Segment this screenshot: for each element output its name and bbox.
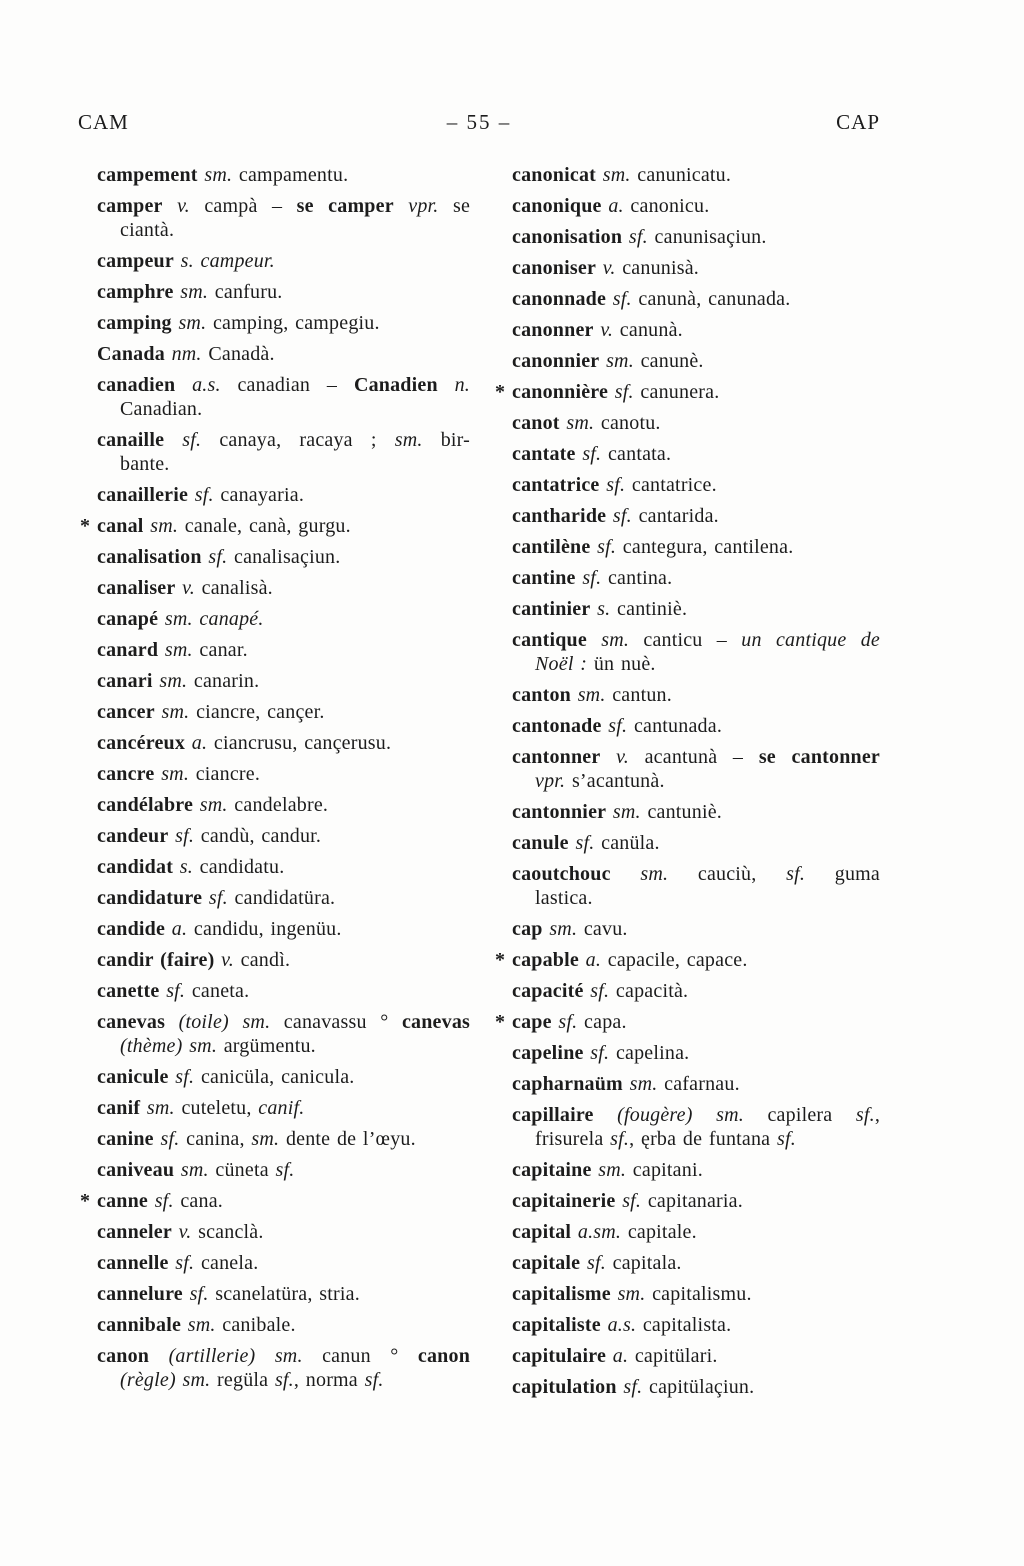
entry-line-continuation: bante. (120, 453, 170, 475)
dictionary-entry: capitalisme sm. capitalismu. (512, 1283, 752, 1305)
dictionary-entry: capital a.sm. capitale. (512, 1221, 697, 1243)
entry-line-first: capillaire (fougère) sm. capilera sf., (512, 1104, 881, 1126)
right-column (495, 163, 881, 1406)
headword: caniveau (97, 1159, 175, 1181)
headword: cancre (97, 763, 155, 785)
page-number: – 55 – (446, 110, 512, 134)
headword: Canada (97, 343, 165, 365)
headword: candidature (97, 887, 203, 909)
headword: capeline (512, 1042, 584, 1064)
headword: cannibale (97, 1314, 182, 1336)
dictionary-entry: cantatrice sf. cantatrice. (512, 474, 717, 496)
headword: canonnier (512, 350, 600, 372)
entry-line-continuation: ciantà. (120, 219, 175, 241)
headword: cape (512, 1011, 552, 1033)
headword: candide (97, 918, 166, 940)
headword: candidat (97, 856, 174, 878)
headword: cantharide (512, 505, 607, 527)
running-head-left: CAM (78, 110, 129, 134)
headword: canonicat (512, 164, 597, 186)
entry-line-continuation: Canadian. (120, 398, 203, 420)
dictionary-entry: canalisation sf. canalisaçiun. (97, 546, 341, 568)
headword: cantilène (512, 536, 591, 558)
dictionary-entry: cap sm. cavu. (512, 918, 628, 940)
dictionary-entry (97, 1010, 470, 1058)
homonym-asterisk: * (80, 1190, 91, 1212)
dictionary-entry (97, 194, 470, 242)
dictionary-entry: canton sm. cantun. (512, 684, 672, 706)
dictionary-entry: cannelle sf. canela. (97, 1252, 259, 1274)
entry-line-first: camper v. campà – se camper vpr. se (97, 195, 471, 217)
homonym-asterisk: * (495, 1011, 506, 1033)
entry-line-continuation: (thème) sm. argümentu. (120, 1035, 316, 1057)
headword: camper (97, 195, 163, 217)
dictionary-entry: candidature sf. candidatüra. (97, 887, 336, 909)
dictionary-entry: canette sf. caneta. (97, 980, 250, 1002)
entry-line-continuation: lastica. (535, 887, 593, 909)
headword: cancer (97, 701, 155, 723)
headword: cancéreux (97, 732, 186, 754)
dictionary-entry: canot sm. canotu. (512, 412, 661, 434)
dictionary-entry: canonnade sf. canunà, canunada. (512, 288, 791, 310)
dictionary-entry: cancer sm. ciancre, cançer. (97, 701, 325, 723)
headword: canif (97, 1097, 141, 1119)
dictionary-entry: campement sm. campamentu. (97, 164, 349, 186)
headword: capitulaire (512, 1345, 607, 1367)
headword: capharnaüm (512, 1073, 623, 1095)
dictionary-entry: canaliser v. canalisà. (97, 577, 273, 599)
dictionary-entry: candélabre sm. candelabre. (97, 794, 329, 816)
headword: canonique (512, 195, 602, 217)
headword: Canadien (353, 374, 438, 396)
headword: cantatrice (512, 474, 600, 496)
dictionary-entry: canard sm. canar. (97, 639, 248, 661)
headword: se cantonner (758, 746, 880, 768)
dictionary-entry (512, 628, 880, 676)
headword: candir (faire) (97, 949, 215, 971)
dictionary-entry: cancre sm. ciancre. (97, 763, 261, 785)
entry-line-continuation: frisurela sf., ęrba de funtana sf. (535, 1128, 796, 1150)
dictionary-entry: canine sf. canina, sm. dente de l’œyu. (97, 1128, 416, 1150)
dictionary-entry: canonisation sf. canunisaçiun. (512, 226, 767, 248)
headword: canonnière (512, 381, 609, 403)
headword: capillaire (512, 1104, 594, 1126)
headword: canalisation (97, 546, 202, 568)
headword: canoniser (512, 257, 597, 279)
dictionary-entry: canonicat sm. canunicatu. (512, 164, 732, 186)
headword: cannelle (97, 1252, 169, 1274)
headword: canton (512, 684, 571, 706)
headword: camping (97, 312, 172, 334)
headword: canette (97, 980, 160, 1002)
dictionary-entry: cantonnier sm. cantuniè. (512, 801, 722, 823)
dictionary-entry: canneler v. scanclà. (97, 1221, 264, 1243)
dictionary-entry (512, 862, 880, 910)
headword: capitulation (512, 1376, 617, 1398)
dictionary-entry (512, 1103, 880, 1151)
entry-line-first: canadien a.s. canadian – Canadien n. (97, 374, 471, 396)
dictionary-entry (512, 745, 880, 793)
headword: canne (97, 1190, 148, 1212)
dictionary-entry: cantonade sf. cantunada. (512, 715, 723, 737)
dictionary-entry: cantine sf. cantina. (512, 567, 673, 589)
headword: canaille (97, 429, 165, 451)
entry-line-continuation: Noël : ün nuè. (535, 653, 656, 675)
entry-line-first: cantonner v. acantunà – se cantonner (512, 746, 880, 768)
dictionary-entry: candide a. candidu, ingenüu. (97, 918, 342, 940)
dictionary-entry: cantate sf. cantata. (512, 443, 672, 465)
dictionary-entry: * canne sf. cana. (80, 1190, 223, 1212)
headword: canaliser (97, 577, 176, 599)
dictionary-entry: * canonnière sf. canunera. (495, 381, 720, 403)
homonym-asterisk: * (495, 381, 506, 403)
dictionary-entry: canonique a. canonicu. (512, 195, 710, 217)
headword: cantonade (512, 715, 602, 737)
entry-line-continuation: (règle) sm. regüla sf., norma sf. (120, 1369, 384, 1391)
page-header (78, 110, 880, 140)
dictionary-entry (97, 1344, 470, 1392)
entry-line-first: canevas (toile) sm. canavassu ° canevas (97, 1011, 471, 1033)
dictionary-entry: cantharide sf. cantarida. (512, 505, 719, 527)
dictionary-entry: cantinier s. cantiniè. (512, 598, 688, 620)
headword: canonner (512, 319, 594, 341)
headword: cantinier (512, 598, 591, 620)
dictionary-entry: capitulation sf. capitülaçiun. (512, 1376, 755, 1398)
headword: canon (417, 1345, 471, 1367)
headword: cannelure (97, 1283, 183, 1305)
dictionary-entry (97, 428, 470, 476)
dictionary-entry: capitaliste a.s. capitalista. (512, 1314, 732, 1336)
headword: canadien (97, 374, 176, 396)
homonym-asterisk: * (80, 515, 91, 537)
headword: campeur (97, 250, 174, 272)
dictionary-entry: capharnaüm sm. cafarnau. (512, 1073, 740, 1095)
dictionary-entry: cannibale sm. canibale. (97, 1314, 296, 1336)
entry-line-first: cantique sm. canticu – un cantique de (512, 629, 880, 651)
dictionary-entry (97, 373, 470, 421)
dictionary-entry: canari sm. canarin. (97, 670, 260, 692)
dictionary-entry: cantilène sf. cantegura, cantilena. (512, 536, 794, 558)
headword: cantique (512, 629, 587, 651)
dictionary-entry: canonner v. canunà. (512, 319, 683, 341)
headword: capitainerie (512, 1190, 616, 1212)
headword: capitalisme (512, 1283, 611, 1305)
headword: se camper (296, 195, 394, 217)
headword: canonisation (512, 226, 623, 248)
left-column (80, 163, 471, 1399)
headword: capacité (512, 980, 584, 1002)
dictionary-entry: capitulaire a. capitülari. (512, 1345, 718, 1367)
headword: canal (97, 515, 144, 537)
headword: canine (97, 1128, 154, 1150)
dictionary-entry: candir (faire) v. candì. (97, 949, 291, 971)
headword: canevas (401, 1011, 471, 1033)
headword: canevas (97, 1011, 166, 1033)
headword: campement (97, 164, 198, 186)
headword: canneler (97, 1221, 172, 1243)
headword: capitaine (512, 1159, 592, 1181)
dictionary-entry: canicule sf. canicüla, canicula. (97, 1066, 355, 1088)
headword: capital (512, 1221, 572, 1243)
headword: candeur (97, 825, 169, 847)
headword: canon (97, 1345, 150, 1367)
headword: canule (512, 832, 569, 854)
headword: cantate (512, 443, 576, 465)
running-head-right: CAP (836, 110, 880, 134)
dictionary-entry: canoniser v. canunisà. (512, 257, 700, 279)
headword: cantonner (512, 746, 601, 768)
headword: canicule (97, 1066, 169, 1088)
headword: canaillerie (97, 484, 189, 506)
entry-line-first: canon (artillerie) sm. canun ° canon (97, 1345, 471, 1367)
dictionary-entry: canaillerie sf. canayaria. (97, 484, 305, 506)
dictionary-entry: canonnier sm. canunè. (512, 350, 704, 372)
dictionary-entry: * cape sf. capa. (495, 1011, 627, 1033)
headword: canapé (97, 608, 159, 630)
dictionary-entry: capeline sf. capelina. (512, 1042, 690, 1064)
dictionary-entry: * capable a. capacile, capace. (495, 949, 748, 971)
dictionary-entry: cannelure sf. scanelatüra, stria. (97, 1283, 360, 1305)
headword: canonnade (512, 288, 607, 310)
dictionary-entry: camphre sm. canfuru. (97, 281, 283, 303)
headword: cantine (512, 567, 576, 589)
entry-line-continuation: vpr. s’acantunà. (535, 770, 665, 792)
headword: capable (512, 949, 579, 971)
headword: canot (512, 412, 560, 434)
headword: camphre (97, 281, 174, 303)
dictionary-entry: capitaine sm. capitani. (512, 1159, 703, 1181)
headword: candélabre (97, 794, 194, 816)
dictionary-entry: Canada nm. Canadà. (97, 343, 275, 365)
dictionary-entry: cancéreux a. ciancrusu, cançerusu. (97, 732, 392, 754)
headword: cantonnier (512, 801, 607, 823)
dictionary-entry: canule sf. canüla. (512, 832, 660, 854)
dictionary-entry: capitale sf. capitala. (512, 1252, 682, 1274)
dictionary-entry: canapé sm. canapé. (97, 608, 264, 630)
dictionary-entry: camping sm. camping, campegiu. (97, 312, 380, 334)
entry-line-first: canaille sf. canaya, racaya ; sm. bir- (97, 429, 470, 451)
headword: capitaliste (512, 1314, 601, 1336)
entry-line-first: caoutchouc sm. cauciù, sf. guma (512, 863, 881, 885)
headword: caoutchouc (512, 863, 611, 885)
dictionary-entry: caniveau sm. cüneta sf. (97, 1159, 295, 1181)
dictionary-entry: capacité sf. capacità. (512, 980, 689, 1002)
homonym-asterisk: * (495, 949, 506, 971)
headword: canari (97, 670, 153, 692)
headword: capitale (512, 1252, 581, 1274)
dictionary-entry: campeur s. campeur. (97, 250, 275, 272)
dictionary-entry: candeur sf. candù, candur. (97, 825, 322, 847)
headword: canard (97, 639, 159, 661)
dictionary-entry: canif sm. cuteletu, canif. (97, 1097, 305, 1119)
dictionary-entry: candidat s. candidatu. (97, 856, 285, 878)
dictionary-entry: * canal sm. canale, canà, gurgu. (80, 515, 351, 537)
dictionary-entry: capitainerie sf. capitanaria. (512, 1190, 743, 1212)
headword: cap (512, 918, 543, 940)
